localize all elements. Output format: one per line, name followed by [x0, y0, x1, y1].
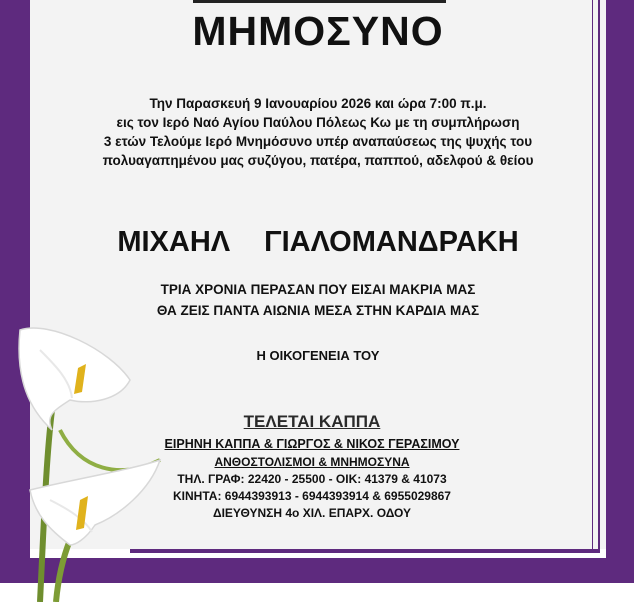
- funeral-home-address: ΔΙΕΥΘΥΝΣΗ 4ο ΧΙΛ. ΕΠΑΡΧ. ΟΔΟΥ: [212, 506, 412, 520]
- announcement-line-4: πολυαγαπημένου μας συζύγου, πατέρα, παππού, αδελφού & θείου: [102, 153, 534, 168]
- frame-inner-line-right-thin: [592, 0, 593, 549]
- funeral-home-phone: ΤΗΛ. ΓΡΑΦ: 22420 - 25500 - ΟΙΚ: 41379 & 41073: [177, 472, 447, 486]
- verse-line-2: ΘΑ ΖΕΙΣ ΠΑΝΤΑ ΑΙΩΝΙΑ ΜΕΣΑ ΣΤΗΝ ΚΑΡΔΙΑ ΜΑΣ: [156, 303, 480, 318]
- top-rule: [193, 0, 446, 3]
- frame-inner-line-bottom: [130, 549, 600, 553]
- page-title: ΜΗΜΟΣΥΝΟ: [192, 8, 444, 54]
- funeral-home-services: ΑΝΘΟΣΤΟΛΙΣΜΟΙ & ΜΝΗΜΟΣΥΝΑ: [214, 455, 410, 469]
- funeral-home-mobile: ΚΙΝΗΤΑ: 6944393913 - 6944393914 & 6955029867: [173, 489, 451, 503]
- deceased-name: ΜΙΧΑΗΛ ΓΙΑΛΟΜΑΝΔΡΑΚΗ: [117, 226, 519, 258]
- announcement-line-1: Την Παρασκευή 9 Ιανουαρίου 2026 και ώρα 7:00 π.μ.: [149, 96, 487, 111]
- frame-inner-line-right: [598, 0, 600, 553]
- announcement-line-3: 3 ετών Τελούμε Ιερό Μνημόσυνο υπέρ αναπαύσεως της ψυχής του: [103, 134, 533, 149]
- announcement-line-2: εις τον Ιερό Ναό Αγίου Παύλου Πόλεως Κω με τη συμπλήρωση: [116, 115, 520, 130]
- calla-lily-icon: [0, 320, 170, 602]
- verse-line-1: ΤΡΙΑ ΧΡΟΝΙΑ ΠΕΡΑΣΑΝ ΠΟΥ ΕΙΣΑΙ ΜΑΚΡΙΑ ΜΑΣ: [160, 282, 476, 297]
- funeral-home-name: ΤΕΛΕΤΑΙ ΚΑΠΠΑ: [243, 412, 381, 431]
- family-signature: Η ΟΙΚΟΓΕΝΕΙΑ ΤΟΥ: [256, 348, 380, 363]
- frame-right-band: [606, 0, 634, 583]
- funeral-home-owners: ΕΙΡΗΝΗ ΚΑΠΠΑ & ΓΙΩΡΓΟΣ & ΝΙΚΟΣ ΓΕΡΑΣΙΜΟΥ: [164, 437, 460, 451]
